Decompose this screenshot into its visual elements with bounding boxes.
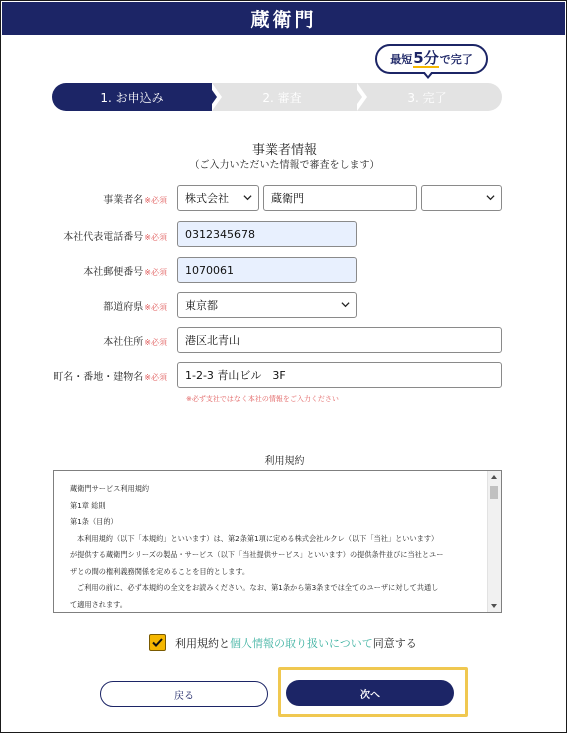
brand-logo: 蔵衛門 [250,9,317,31]
check-icon [151,636,164,649]
required-mark: ※必須 [144,338,167,347]
required-mark: ※必須 [144,373,167,382]
postal-label-text: 本社郵便番号 [83,267,144,278]
street-label [53,368,167,383]
business-name-value: 蔵衛門 [271,192,304,205]
step-application [52,83,212,111]
business-name-label-text: 事業者名 [103,195,144,206]
completion-time-badge [375,44,488,74]
back-button-label: 戻る [174,690,194,702]
agree-suffix: 同意する [372,636,417,650]
scroll-thumb[interactable] [490,486,498,499]
corp-suffix-select[interactable] [421,185,502,211]
terms-line: 本利用規約（以下「本規約」といいます）は、第2条第1項に定める株式会社ルクレ（以下「当社」といいます） [77,533,439,543]
phone-label-text: 本社代表電話番号 [63,232,144,243]
next-button[interactable] [286,680,454,706]
required-mark: ※必須 [144,233,167,242]
street-label-text: 町名・番地・建物名 [53,372,144,383]
privacy-policy-link[interactable]: 個人情報の取り扱いについて [230,636,373,650]
address-value: 港区北青山 [185,334,240,347]
agree-row [149,634,417,651]
prefecture-select[interactable] [177,292,357,318]
phone-value: 0312345678 [185,227,255,241]
terms-line: ご利用の前に、必ず本規約の全文をお読みください。なお、第1条から第3条までは全てのユーザに対して共通し [77,583,439,592]
badge-number: 5分 [413,48,439,67]
badge-prefix: 最短 [390,53,413,66]
chevron-down-icon [486,193,495,202]
step-review [207,83,357,111]
required-mark: ※必須 [144,196,167,205]
step-1-label: 1. お申込み [100,90,164,105]
terms-text [70,481,480,613]
terms-line: 蔵衛門サービス利用規約 [70,484,150,493]
street-input[interactable] [177,362,502,388]
terms-line: 第1条（目的） [70,517,118,526]
agree-prefix: 利用規約と [175,636,230,650]
badge-suffix: で完了 [439,53,473,66]
next-button-label: 次へ [360,689,380,701]
postal-value: 1070061 [185,263,234,277]
back-button[interactable] [100,681,268,707]
badge-tail-inner [424,71,432,76]
phone-label [63,228,167,243]
postal-code-input[interactable] [177,257,357,283]
scroll-up-icon[interactable] [491,475,497,479]
chevron-down-icon [243,193,252,202]
address-label [103,333,167,348]
agree-checkbox[interactable] [149,634,166,651]
headquarters-note: ※必ず支社ではなく本社の情報をご入力ください [186,395,339,403]
prefecture-label [103,298,167,313]
section-title: 事業者情報 [251,143,317,158]
prefecture-value: 東京都 [185,299,218,312]
address-input[interactable] [177,327,502,353]
phone-input[interactable] [177,221,357,247]
terms-title: 利用規約 [264,456,305,467]
section-subtitle: （ご入力いただいた情報で審査をします） [189,160,380,171]
street-value: 1-2-3 青山ビル 3F [185,369,286,382]
prefecture-label-text: 都道府県 [103,302,144,313]
terms-line: ザとの間の権利義務関係を定めることを目的とします。 [70,566,250,576]
required-mark: ※必須 [144,268,167,277]
progress-steps [52,83,502,111]
terms-scroll-box[interactable] [53,470,502,613]
address-label-text: 本社住所 [103,337,144,348]
chevron-down-icon [341,300,350,309]
step-2-label: 2. 審査 [262,90,302,105]
corp-type-value: 株式会社 [185,192,229,205]
step-3-label: 3. 完了 [407,90,447,105]
step-complete [352,83,502,111]
postal-label [83,263,167,278]
scrollbar[interactable] [487,471,501,612]
corp-type-select[interactable] [177,185,259,211]
required-mark: ※必須 [144,303,167,312]
scroll-down-icon[interactable] [491,604,497,608]
terms-line: て適用されます。 [70,599,127,609]
business-name-input[interactable] [263,185,417,211]
business-name-label [103,191,167,206]
header-bar [2,2,565,35]
terms-line: 第1章 総則 [70,500,106,510]
terms-line: が提供する蔵衛門シリーズの製品・サービス（以下「当社提供サービス」といいます）の提供条件並びに当社とユー [70,550,444,559]
